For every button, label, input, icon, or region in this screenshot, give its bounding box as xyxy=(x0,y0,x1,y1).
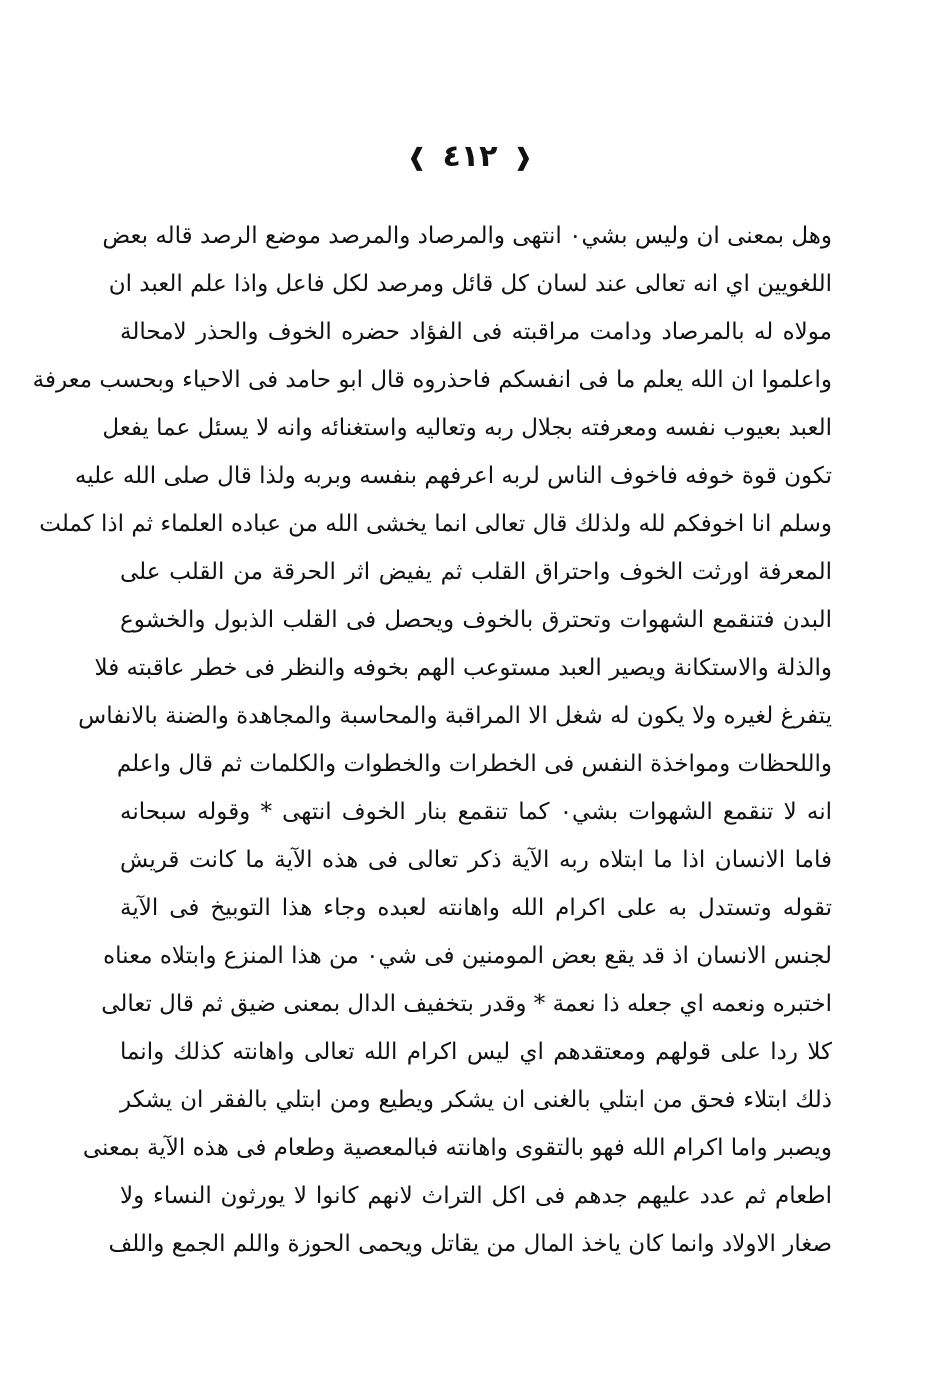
text-line: واللحظات ومواخذة النفس فى الخطرات والخطوات والكلمات ثم قال واعلم xyxy=(116,751,832,777)
text-line: انه لا تنقمع الشهوات بشي٠ كما تنقمع بنار الخوف انتهى * وقوله سبحانه xyxy=(120,799,833,825)
text-line: وسلم انا اخوفكم لله ولذلك قال تعالى انما يخشى الله من عباده العلماء ثم اذا كملت xyxy=(39,511,832,537)
text-line: يتفرغ لغيره ولا يكون له شغل الا المراقبة والمحاسبة والمجاهدة والضنة بالانفاس xyxy=(78,703,832,729)
text-line: العبد بعيوب نفسه ومعرفته بجلال ربه وتعاليه واستغنائه وانه لا يسئل عما يفعل xyxy=(102,415,832,441)
text-body xyxy=(32,212,833,1268)
text-line: والذلة والاستكانة ويصير العبد مستوعب الهم بخوفه والنظر فى خطر عاقبته فلا xyxy=(94,655,832,681)
text-line: البدن فتنقمع الشهوات وتحترق بالخوف ويحصل فى القلب الذبول والخشوع xyxy=(120,607,832,633)
page-number: ٤١٢ xyxy=(442,138,498,174)
page-number-header xyxy=(0,136,940,177)
text-line: كلا ردا على قولهم ومعتقدهم اي ليس اكرام الله تعالى واهانته كذلك وانما xyxy=(120,1039,832,1065)
left-ornament-icon: ❱ xyxy=(406,142,427,171)
text-line: اطعام ثم عدد عليهم جدهم فى اكل التراث لانهم كانوا لا يورثون النساء ولا xyxy=(120,1183,832,1209)
text-line: تقوله وتستدل به على اكرام الله واهانته لعبده وجاء هذا التوبيخ فى الآية xyxy=(120,895,832,921)
text-line: وهل بمعنى ان وليس بشي٠ انتهى والمرصاد والمرصد موضع الرصد قاله بعض xyxy=(102,223,832,249)
text-line: مولاه له بالمرصاد ودامت مراقبته فى الفؤاد حضره الخوف والحذر لامحالة xyxy=(120,319,832,345)
text-line: تكون قوة خوفه فاخوف الناس لربه اعرفهم بنفسه وبربه ولذا قال صلى الله عليه xyxy=(74,463,832,489)
text-line: صغار الاولاد وانما كان ياخذ المال من يقاتل ويحمى الحوزة واللم الجمع واللف xyxy=(108,1231,832,1257)
text-line: المعرفة اورثت الخوف واحتراق القلب ثم يفيض اثر الحرقة من القلب على xyxy=(120,559,832,585)
text-line: لجنس الانسان اذ قد يقع بعض المومنين فى شي٠ من هذا المنزع وابتلاه معناه xyxy=(103,943,832,969)
text-line: اختبره ونعمه اي جعله ذا نعمة * وقدر بتخفيف الدال بمعنى ضيق ثم قال تعالى xyxy=(101,991,832,1017)
text-line: فاما الانسان اذا ما ابتلاه ربه الآية ذكر تعالى فى هذه الآية ما كانت قريش xyxy=(120,847,832,873)
text-line: واعلموا ان الله يعلم ما فى انفسكم فاحذروه قال ابو حامد فى الاحياء وبحسب معرفة xyxy=(32,367,832,393)
text-line: ويصبر واما اكرام الله فهو بالتقوى واهانته فبالمعصية وطعام فى هذه الآية بمعنى xyxy=(82,1135,832,1161)
right-ornament-icon: ❰ xyxy=(513,142,534,171)
text-line: اللغويين اي انه تعالى عند لسان كل قائل ومرصد لكل فاعل واذا علم العبد ان xyxy=(108,271,832,297)
text-line: ذلك ابتلاء فحق من ابتلي بالغنى ان يشكر ويطيع ومن ابتلي بالفقر ان يشكر xyxy=(120,1087,832,1113)
